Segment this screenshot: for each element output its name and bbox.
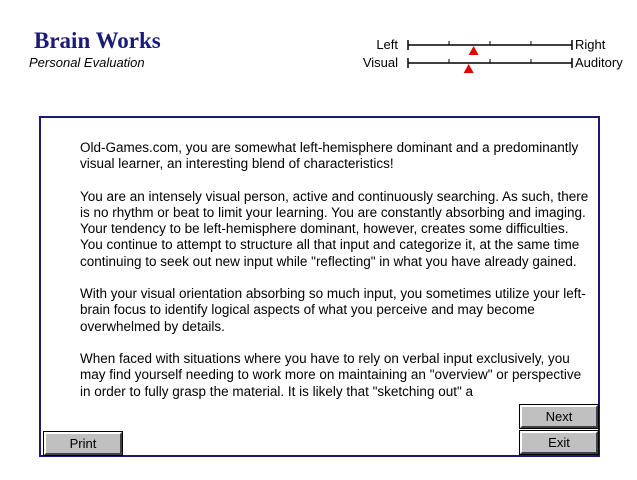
app-title: Brain Works <box>34 28 161 53</box>
app-subtitle: Personal Evaluation <box>29 55 145 70</box>
next-button[interactable]: Next <box>520 405 598 428</box>
evaluation-report[interactable] <box>80 140 590 416</box>
report-paragraph: You are an intensely visual person, active and continuously searching. As such, there is no rhythm or beat to limit your learning. You are constantly absorbing and imaging. Your tendency to be left-hemisphere dominant, however, creates some difficulties. You continue to attempt to structure all that input and categorize it, at the same time continuing to seek out new input while "reflecting" in what you have already gained. <box>80 188 589 269</box>
evaluation-panel <box>39 116 600 457</box>
visual-auditory-marker-icon <box>464 64 474 73</box>
scale-left-label: Left <box>376 37 398 52</box>
print-button[interactable]: Print <box>44 432 122 455</box>
report-paragraph: Old-Games.com, you are somewhat left-hemisphere dominant and a predominantly visual learner, an interesting blend of characteristics! <box>80 140 579 172</box>
hemisphere-scales <box>400 34 580 78</box>
report-paragraph: With your visual orientation absorbing so much input, you sometimes utilize your left-brain focus to identify logical aspects of what you perceive and may become overwhelmed by details. <box>80 286 586 334</box>
left-right-marker-icon <box>469 46 479 55</box>
report-paragraph: When faced with situations where you have to rely on verbal input exclusively, you may find yourself needing to work more on maintaining an "overview" or perspective in order to fully grasp the material. It is likely that "sketching out" a <box>80 350 582 399</box>
exit-button[interactable]: Exit <box>520 431 598 454</box>
scale-auditory-label: Auditory <box>575 55 623 70</box>
scale-right-label: Right <box>575 37 606 52</box>
scale-visual-label: Visual <box>362 55 398 70</box>
